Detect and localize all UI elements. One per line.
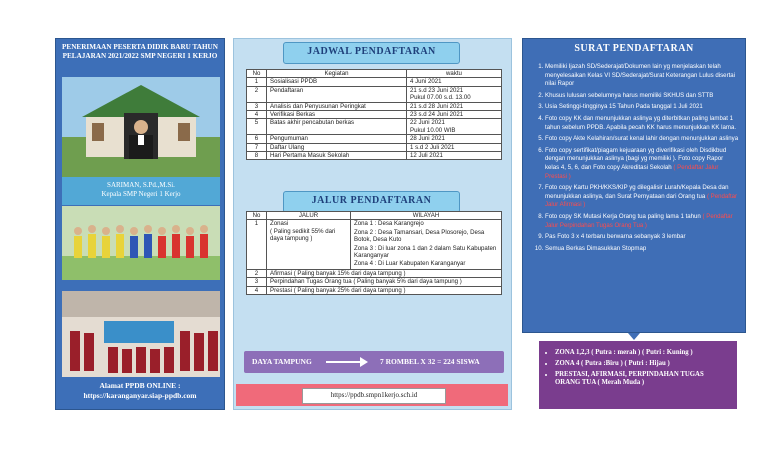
jadwal-cell-kegiatan: Verifikasi Berkas	[267, 111, 407, 119]
jadwal-cell-waktu: 1 s.d 2 Juli 2021	[407, 143, 502, 151]
syarat-text: Foto copy Akte Kelahiran/surat kenal lahir dengan menunjukkan aslinya	[545, 135, 739, 143]
jadwal-row	[247, 135, 502, 143]
jalur-zonasi-name: Zonasi	[270, 220, 289, 228]
jalur-cell-no: 4	[247, 286, 267, 294]
jadwal-title: JADWAL PENDAFTARAN	[283, 42, 460, 64]
syarat-text: Memiliki Ijazah SD/Sederajat/Dokumen lain yg menjelaskan telah menyelesaikan Kelas VI SD/Sederajat/Surat Keterangan Lulus disertai nilai Rapor	[545, 63, 736, 88]
jadwal-cell-no: 6	[247, 135, 267, 143]
jalur-zonasi-note: ( Paling sedikit 55% dari daya tampung )	[270, 227, 336, 243]
jadwal-header-row	[247, 70, 502, 78]
jadwal-cell-kegiatan: Pengumuman	[267, 135, 407, 143]
arrow-right-icon	[324, 351, 370, 382]
zone-item: Zona 4 : Di Luar Kabupaten Karanganyar	[354, 260, 466, 268]
jadwal-cell-waktu: 21 s.d 23 Juni 2021 Pukul 07.00 s.d. 13.00	[407, 86, 502, 102]
jadwal-cell-kegiatan: Daftar Ulang	[267, 143, 407, 151]
syarat-text: Foto copy SK Mutasi Kerja Orang tua paling lama 1 tahun	[545, 212, 701, 220]
ppdb-online-address	[60, 381, 220, 401]
jadwal-row	[247, 102, 502, 110]
jadwal-row	[247, 143, 502, 151]
jalur-title: JALUR PENDAFTARAN	[283, 191, 460, 213]
school-building-photo	[62, 77, 220, 177]
jadwal-cell-waktu: 22 Juni 2021 Pukul 10.00 WIB	[407, 119, 502, 135]
syarat-text: Khusus lulusan sebelumnya harus memiliki SKHUS dan STTB	[545, 91, 714, 99]
syarat-text: Foto copy KK dan menunjukkan aslinya yg diterbitkan paling lambat 1 tahun sebelum PPDB. Apabila pecah KK harus menunjukkan KK lama.	[545, 114, 737, 131]
daya-label: DAYA TAMPUNG	[252, 357, 312, 366]
jadwal-cell-no: 1	[247, 78, 267, 86]
jalur-cell-desc: Afirmasi ( Paling banyak 15% dari daya tampung )	[267, 269, 502, 277]
left-panel	[55, 38, 225, 410]
jadwal-col-waktu: waktu	[407, 70, 502, 78]
students-photo	[62, 206, 220, 280]
syarat-item	[545, 147, 739, 181]
jalur-col-jalur: JALUR	[267, 212, 351, 220]
jadwal-cell-no: 7	[247, 143, 267, 151]
jadwal-cell-kegiatan: Pendaftaran	[267, 86, 407, 102]
jalur-zonasi-cell	[267, 220, 351, 269]
syarat-text: Foto copy Kartu PKH/KKS/KIP yg dilegalisir Lurah/Kepala Desa dan menunjukkan aslinya, dan Surat Pernyataan dari Orang tua	[545, 184, 729, 200]
syarat-item	[545, 92, 739, 101]
jalur-zonasi-no: 1	[247, 220, 267, 269]
syarat-item	[545, 245, 739, 254]
jalur-cell-desc: Perpindahan Tugas Orang tua ( Paling banyak 5% dari daya tampung )	[267, 278, 502, 286]
syarat-item	[545, 184, 739, 210]
syarat-note: ( Pendaftar Jalur Prestasi )	[545, 163, 719, 180]
principal-role: Kepala SMP Negeri 1 Kerjo	[101, 190, 181, 198]
syarat-note: ( Pendaftar Jalur Afirmasi )	[545, 192, 738, 209]
group-photo	[62, 291, 220, 377]
daya-tampung-band	[244, 351, 504, 373]
jalur-table	[246, 211, 502, 295]
syarat-item	[545, 103, 739, 112]
jadwal-row	[247, 78, 502, 86]
syarat-text: Foto copy sertifikat/piagam kejuaraan yg diverifikasi oleh Disdikbud dengan menunjukkan aslinya (bagi yg memiliki ). Foto copy Rapor kelas 4, 5, 6, dan Foto copy Akreditasi Sekolah	[545, 146, 727, 171]
jadwal-cell-kegiatan: Sosialisasi PPDB	[267, 78, 407, 86]
syarat-item	[545, 213, 739, 230]
jalur-row	[247, 269, 502, 277]
zone-item: Zona 1 : Desa Karangrejo	[354, 220, 424, 228]
syarat-note: ( Pendaftar Jalur Perpindahan Tugas Orang Tua )	[545, 212, 733, 229]
zone-item: Zona 2 : Desa Tamansari, Desa Plosorejo, Desa Botok, Desa Kuto	[354, 228, 485, 244]
syarat-list	[531, 63, 739, 256]
syarat-text: Semua Berkas Dimasukkan Stopmap	[545, 244, 647, 252]
jadwal-cell-waktu: 21 s.d 28 Juni 2021	[407, 102, 502, 110]
zona-info-list	[547, 349, 729, 388]
jadwal-row	[247, 86, 502, 102]
jalur-row	[247, 278, 502, 286]
principal-name: SARIMAN, S.Pd.,M.Si.	[107, 181, 175, 189]
syarat-item	[545, 115, 739, 132]
school-ppdb-url[interactable]: https://ppdb.smpn1kerjo.sch.id	[302, 388, 446, 404]
students-illustration	[62, 206, 220, 280]
jadwal-cell-kegiatan: Hari Pertama Masuk Sekolah	[267, 152, 407, 160]
jadwal-cell-no: 3	[247, 102, 267, 110]
zona-info-box	[539, 341, 737, 409]
jadwal-cell-no: 2	[247, 86, 267, 102]
jalur-header-row	[247, 212, 502, 220]
jadwal-cell-kegiatan: Batas akhir pencabutan berkas	[267, 119, 407, 135]
jalur-col-no: No	[247, 212, 267, 220]
daya-value: 7 ROMBEL X 32 = 224 SISWA	[380, 357, 480, 366]
jadwal-cell-kegiatan: Analisis dan Penyusunan Peringkat	[267, 102, 407, 110]
jalur-cell-no: 2	[247, 269, 267, 277]
jadwal-table	[246, 69, 502, 160]
jadwal-cell-no: 5	[247, 119, 267, 135]
jadwal-cell-waktu: 12 Juli 2021	[407, 152, 502, 160]
jadwal-cell-no: 8	[247, 152, 267, 160]
syarat-text: Usia Setinggi-tingginya 15 Tahun Pada tanggal 1 Juli 2021	[545, 103, 703, 111]
jadwal-cell-no: 4	[247, 111, 267, 119]
jalur-cell-desc: Prestasi ( Paling banyak 25% dari daya tampung )	[267, 286, 502, 294]
jalur-row	[247, 286, 502, 294]
zone-item: Zona 3 : Di luar zona 1 dan 2 dalam Satu Kabupaten Karanganyar	[354, 244, 497, 260]
address-label: Alamat PPDB ONLINE :	[99, 381, 181, 390]
jadwal-cell-waktu: 4 Juni 2021	[407, 78, 502, 86]
jalur-cell-no: 3	[247, 278, 267, 286]
jalur-zonasi-row	[247, 220, 502, 269]
ppdb-title: PENERIMAAN PESERTA DIDIK BARU TAHUN PELAJARAN 2021/2022 SMP NEGERI 1 KERJO	[62, 43, 218, 60]
address-url[interactable]: https://karanganyar.siap-ppdb.com	[83, 391, 197, 400]
jalur-wilayah-cell	[351, 220, 502, 269]
syarat-item	[545, 63, 739, 89]
school-building-illustration	[62, 77, 220, 177]
zona-info-item: • ZONA 1,2,3 ( Putra : merah ) ( Putri : Kuning )	[555, 349, 729, 358]
jadwal-cell-waktu: 23 s.d 24 Juni 2021	[407, 111, 502, 119]
syarat-item	[545, 135, 739, 144]
zona-info-item: • PRESTASI, AFIRMASI, PERPINDAHAN TUGAS ORANG TUA ( Merah Muda )	[555, 371, 729, 389]
principal-caption	[62, 177, 220, 205]
jadwal-col-no: No	[247, 70, 267, 78]
jadwal-cell-waktu: 28 Juni 2021	[407, 135, 502, 143]
jalur-col-wilayah: WILAYAH	[351, 212, 502, 220]
jadwal-col-kegiatan: Kegiatan	[267, 70, 407, 78]
zona-info-item: • ZONA 4 ( Putra :Biru ) ( Putri : Hijau )	[555, 360, 729, 369]
group-illustration	[62, 291, 220, 377]
right-panel	[522, 38, 746, 333]
syarat-title: SURAT PENDAFTARAN	[574, 43, 694, 54]
jadwal-row	[247, 119, 502, 135]
jadwal-row	[247, 152, 502, 160]
callout-pointer	[628, 333, 640, 340]
syarat-item	[545, 233, 739, 242]
syarat-text: Pas Foto 3 x 4 terbaru berwarna sebanyak 3 lembar	[545, 233, 686, 241]
jadwal-row	[247, 111, 502, 119]
